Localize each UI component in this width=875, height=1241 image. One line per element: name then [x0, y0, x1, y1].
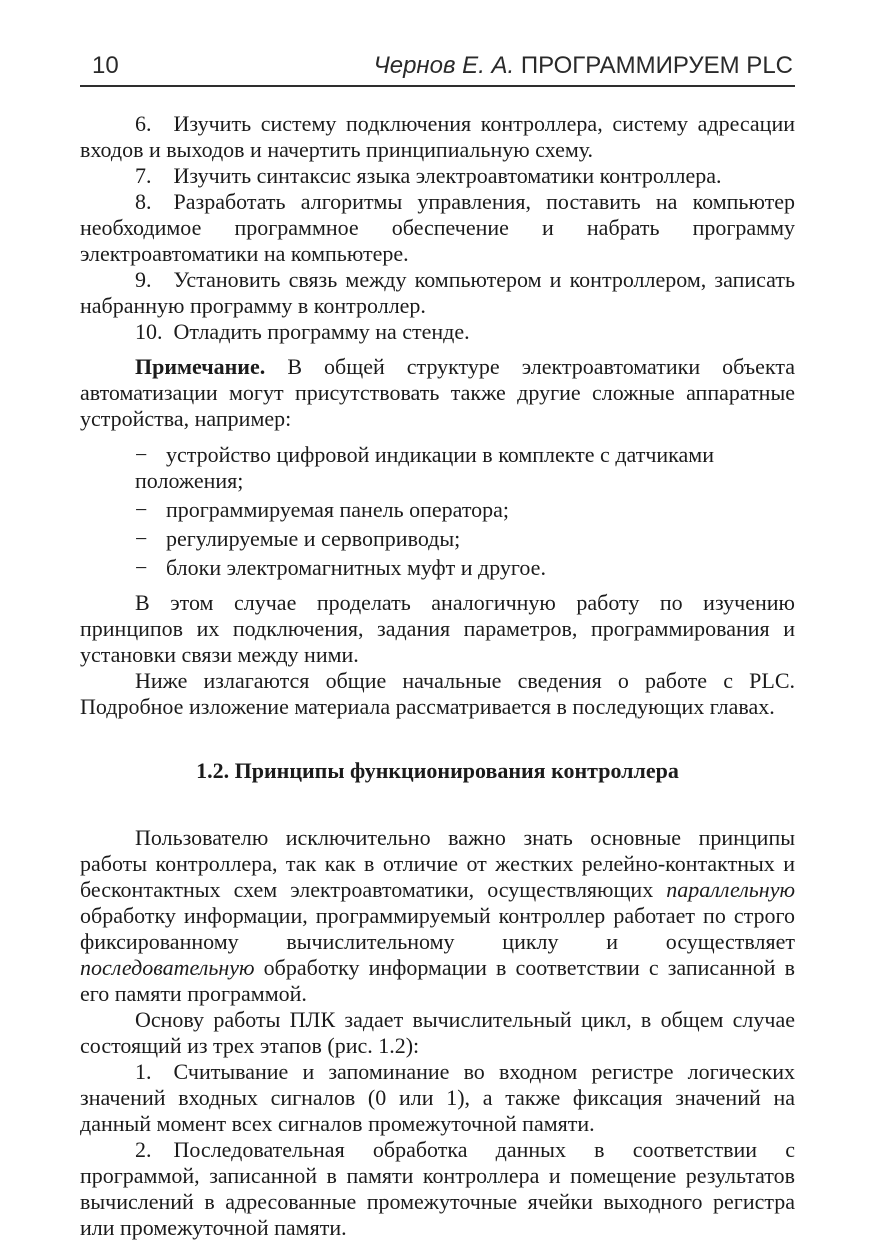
numbered-item-7: 7. Изучить синтаксис языка электроавтоматики контроллера. [135, 163, 722, 188]
bullet-text: регулируемые и сервоприводы; [166, 526, 461, 551]
bullet-text: устройство цифровой индикации в комплекте с датчиками положения; [135, 442, 714, 493]
numbered-item-2: 2. Последовательная обработка данных в соответствии с программой, записанной в памяти контроллера и помещение результатов вычислений в адресованные промежуточные ячейки выходного регистра или промежуточной памяти. [80, 1137, 795, 1240]
numbered-item-6: 6. Изучить систему подключения контроллера, систему адресации входов и выходов и начертить принципиальную схему. [80, 111, 795, 162]
dash-bullet: − [135, 555, 148, 580]
running-title-book: ПРОГРАММИРУЕМ PLC [520, 52, 793, 79]
list-item [80, 555, 795, 581]
numbered-item-1: 1. Считывание и запоминание во входном регистре логических значений входных сигналов (0 или 1), а также фиксация значений на данный момент всех сигналов промежуточной памяти. [80, 1059, 795, 1136]
running-title-author: Чернов Е. А. [373, 52, 515, 79]
paragraph-below: Ниже излагаются общие начальные сведения о работе с PLC. Подробное изложение материала рассматривается в последующих главах. [80, 668, 795, 719]
dash-bullet: − [135, 526, 148, 551]
bullet-text: блоки электромагнитных муфт и другое. [166, 555, 546, 580]
dash-bullet: − [135, 442, 148, 467]
bullet-list [80, 442, 795, 581]
page-header [80, 52, 795, 80]
numbered-item-9: 9. Установить связь между компьютером и контроллером, записать набранную программу в контроллер. [80, 267, 795, 318]
dash-bullet: − [135, 497, 148, 522]
paragraph-cycle: Основу работы ПЛК задает вычислительный цикл, в общем случае состоящий из трех этапов (рис. 1.2): [80, 1007, 795, 1058]
paragraph-case: В этом случае проделать аналогичную работу по изучению принципов их подключения, задания параметров, программирования и установки связи между ними. [80, 590, 795, 667]
section-heading: 1.2. Принципы функционирования контроллера [196, 758, 679, 783]
header-rule [80, 85, 795, 87]
list-item [80, 526, 795, 552]
bullet-text: программируемая панель оператора; [166, 497, 510, 522]
numbered-item-10: 10. Отладить программу на стенде. [135, 319, 470, 344]
list-item [80, 497, 795, 523]
page-body [80, 111, 795, 1241]
paragraph-principles: Пользователю исключительно важно знать основные принципы работы контроллера, так как в отличие от жестких релейно-контактных и бесконтактных схем электроавтоматики, осуществляющих параллельную обработку информации, программируемый контроллер работает по строго фиксированному вычислительному циклу и осуществляет последовательную обработку информации в соответствии с записанной в его памяти программой. [80, 825, 795, 1006]
list-item [80, 442, 795, 494]
note-paragraph: Примечание. В общей структуре электроавтоматики объекта автоматизации могут присутствовать также другие сложные аппаратные устройства, например: [80, 354, 795, 431]
page-number: 10 [92, 52, 119, 79]
numbered-item-8: 8. Разработать алгоритмы управления, поставить на компьютер необходимое программное обеспечение и набрать программу электроавтоматики на компьютере. [80, 189, 795, 266]
running-title [374, 52, 793, 80]
